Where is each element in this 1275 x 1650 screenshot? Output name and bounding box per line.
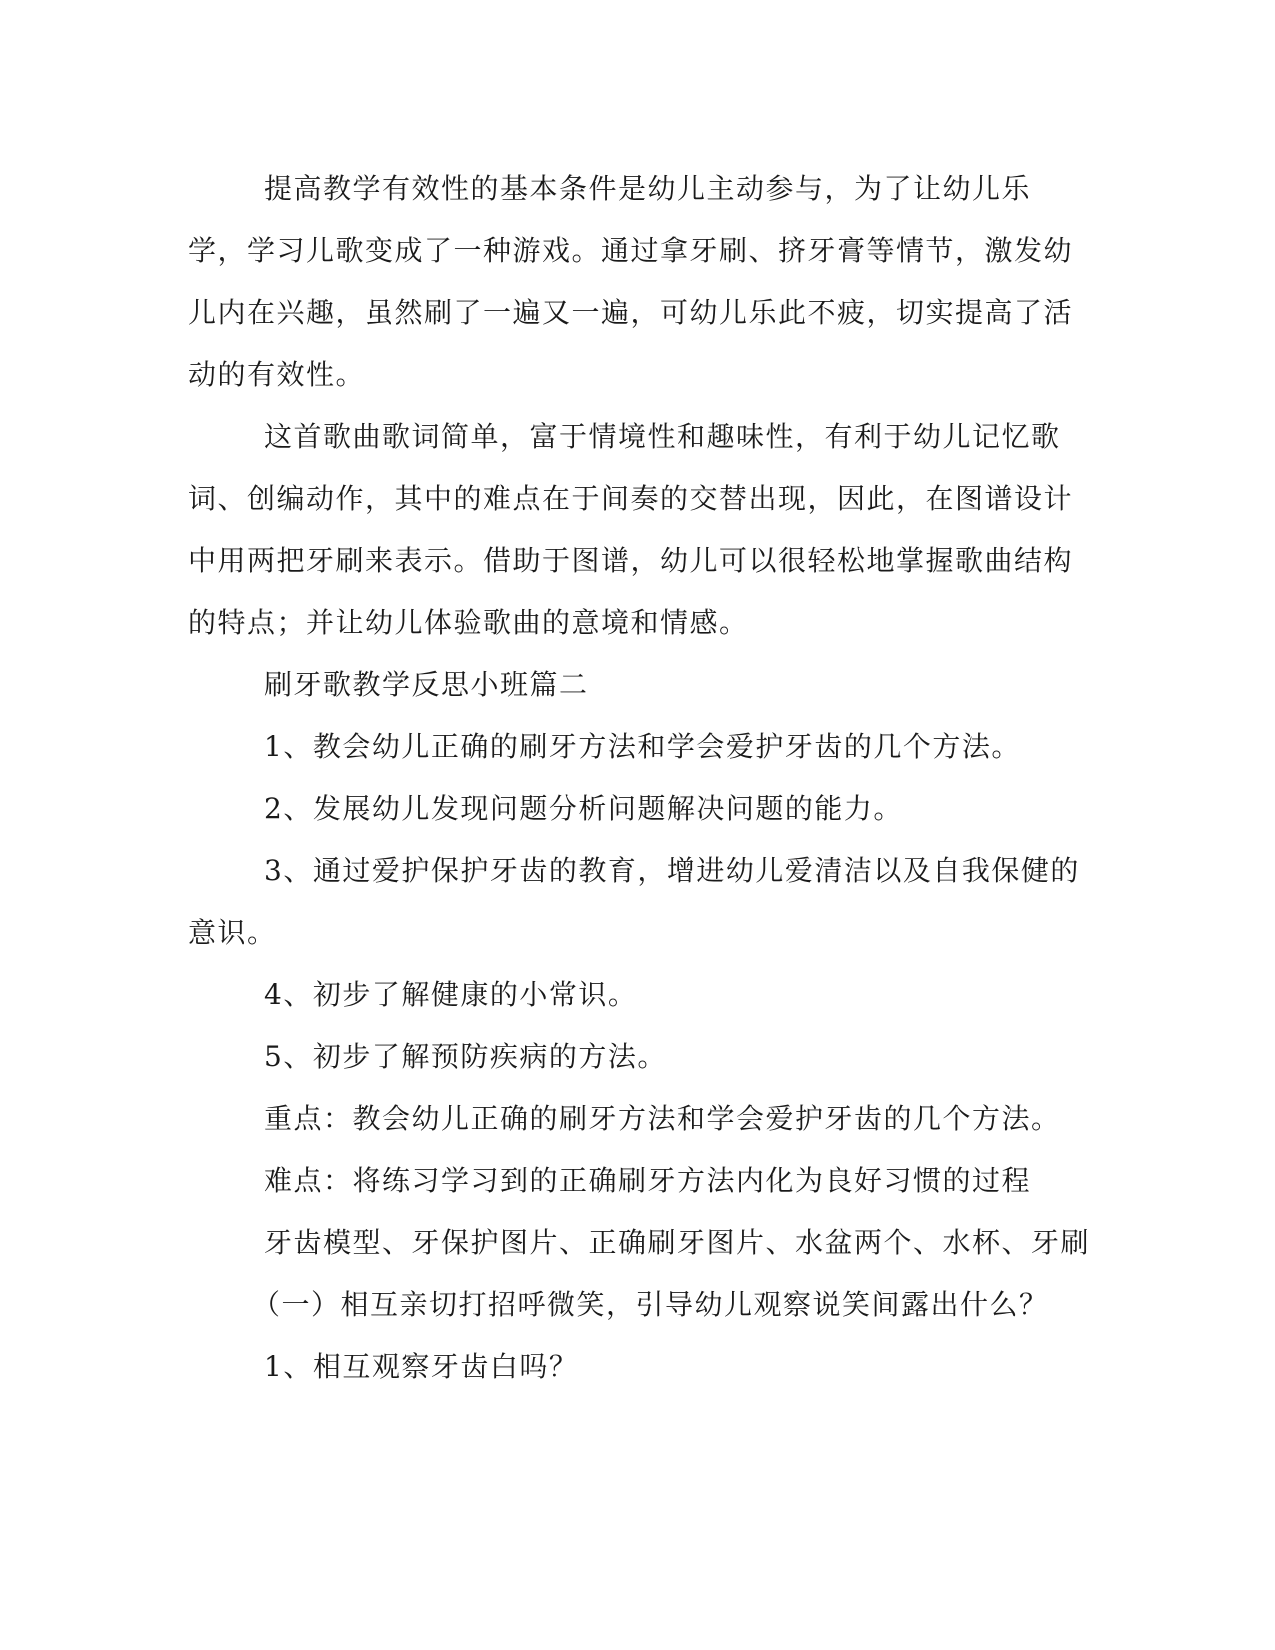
difficult-point: 难点：将练习学习到的正确刷牙方法内化为良好习惯的过程 — [264, 1164, 1032, 1197]
goal-item: 5、初步了解预防疾病的方法。 — [264, 1040, 667, 1073]
goal-item: 2、发展幼儿发现问题分析问题解决问题的能力。 — [264, 792, 903, 825]
section-title: 刷牙歌教学反思小班篇二 — [264, 668, 589, 701]
paragraph-song-analysis: 这首歌曲歌词简单，富于情境性和趣味性，有利于幼儿记忆歌词、创编动作，其中的难点在于间奏的交替出现，因此，在图谱设计中用两把牙刷来表示。借助于图谱，幼儿可以很轻松地掌握歌曲结构的特点；并让幼儿体验歌曲的意境和情感。 — [188, 420, 1074, 639]
goal-item: 4、初步了解健康的小常识。 — [264, 978, 638, 1011]
paragraph-effectiveness: 提高教学有效性的基本条件是幼儿主动参与，为了让幼儿乐学，学习儿歌变成了一种游戏。通过拿牙刷、挤牙膏等情节，激发幼儿内在兴趣，虽然刷了一遍又一遍，可幼儿乐此不疲，切实提高了活动的有效性。 — [188, 172, 1074, 391]
step-one-question: 1、相互观察牙齿白吗？ — [264, 1350, 579, 1383]
document-body — [188, 158, 1091, 1398]
goal-item: 1、教会幼儿正确的刷牙方法和学会爱护牙齿的几个方法。 — [264, 730, 1021, 763]
step-one: （一）相互亲切打招呼微笑，引导幼儿观察说笑间露出什么？ — [252, 1288, 1049, 1321]
materials: 牙齿模型、牙保护图片、正确刷牙图片、水盆两个、水杯、牙刷 — [264, 1226, 1091, 1259]
key-point: 重点：教会幼儿正确的刷牙方法和学会爱护牙齿的几个方法。 — [264, 1102, 1061, 1135]
goal-item: 3、通过爱护保护牙齿的教育，增进幼儿爱清洁以及自我保健的意识。 — [188, 854, 1080, 949]
